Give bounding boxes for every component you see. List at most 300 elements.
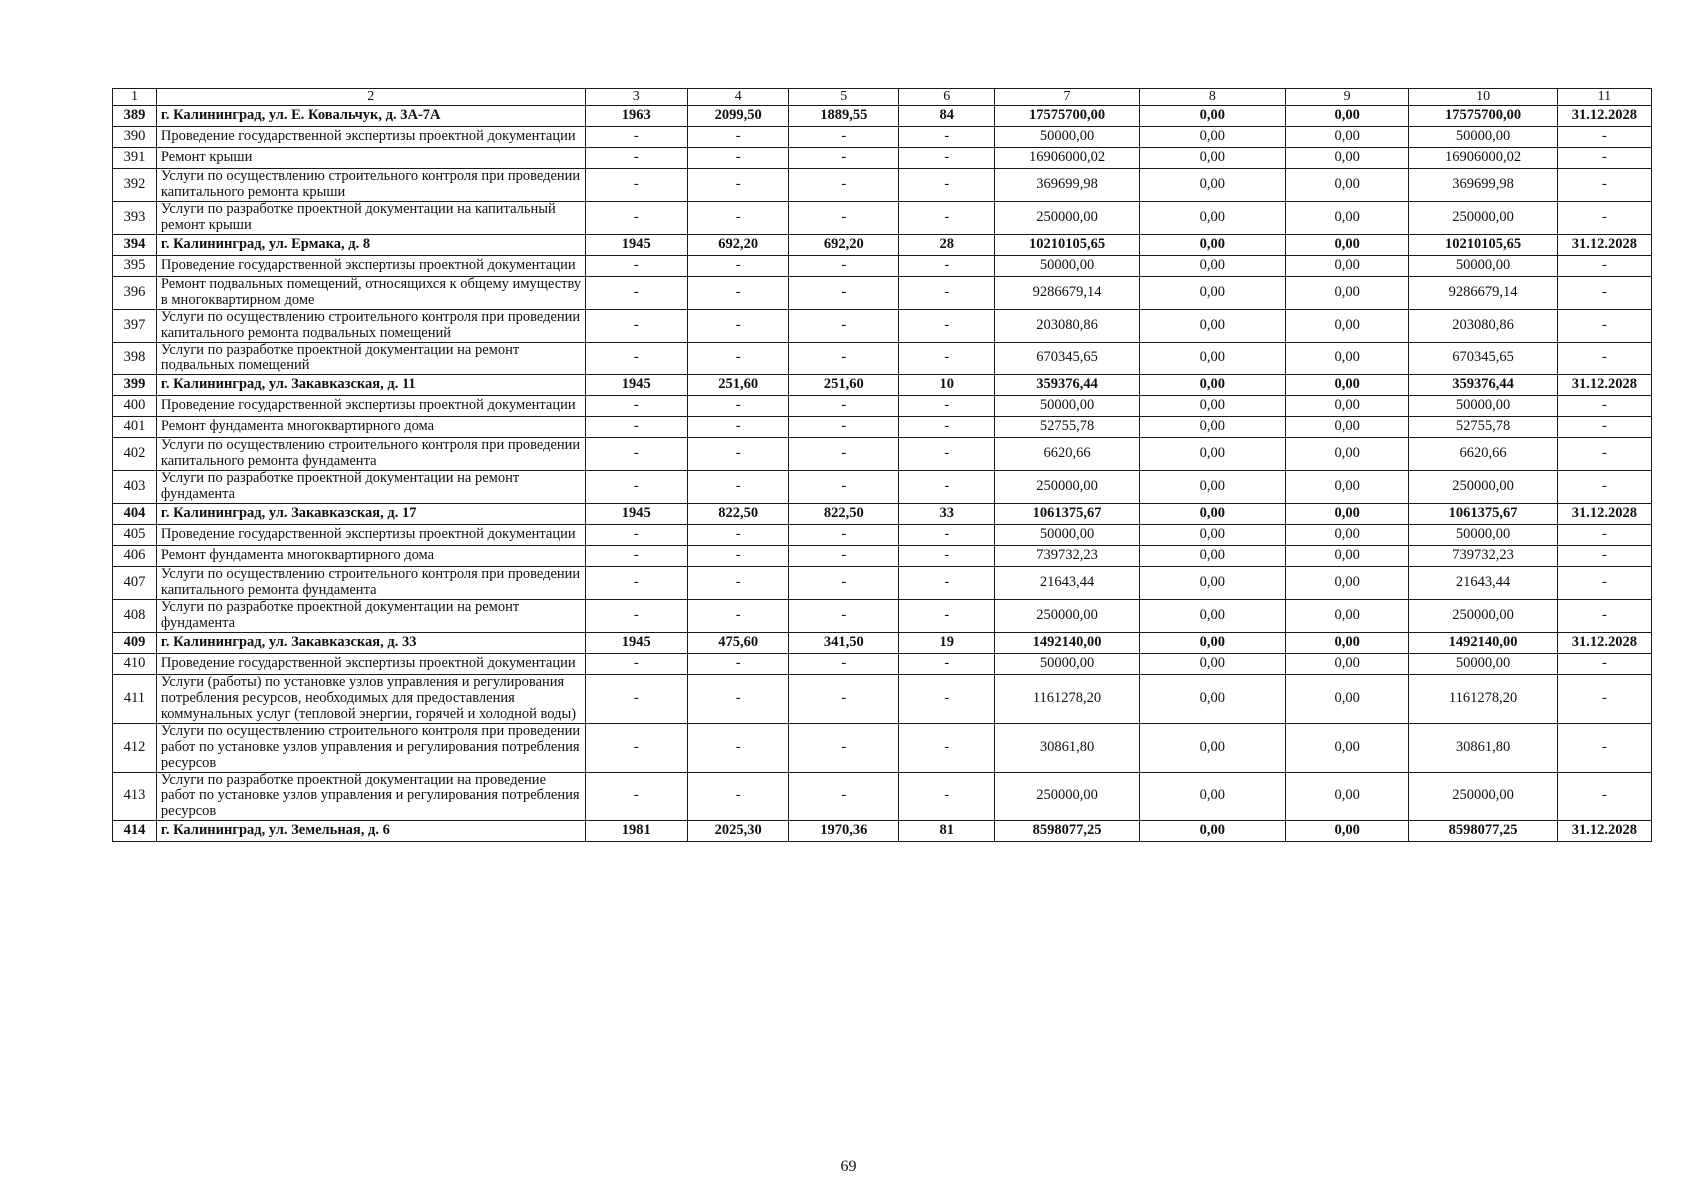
residents-count-cell: - (899, 525, 995, 546)
column-number-header: 2 (156, 89, 585, 106)
residents-count-cell: - (899, 600, 995, 633)
object-name-cell: Услуги по осуществлению строительного контроля при проведении работ по установке узлов управления и регулирования потребления ресурсов (156, 723, 585, 772)
fund-cost-cell: 0,00 (1139, 148, 1285, 169)
fund-cost-cell: 0,00 (1139, 546, 1285, 567)
completion-date-cell: - (1557, 309, 1651, 342)
building-address-row (113, 234, 1652, 255)
completion-date-cell: - (1557, 148, 1651, 169)
total-cost-cell: 50000,00 (995, 396, 1139, 417)
commission-year-cell: - (585, 255, 687, 276)
total-area-cell: - (688, 546, 789, 567)
residential-area-cell: - (789, 255, 899, 276)
owners-cost-cell: 9286679,14 (1409, 276, 1557, 309)
repair-work-row (113, 127, 1652, 148)
other-cost-cell: 0,00 (1286, 471, 1409, 504)
total-cost-cell: 250000,00 (995, 471, 1139, 504)
repair-work-row (113, 309, 1652, 342)
object-name-cell: Проведение государственной экспертизы проектной документации (156, 255, 585, 276)
completion-date-cell: - (1557, 567, 1651, 600)
object-name-cell: Проведение государственной экспертизы проектной документации (156, 525, 585, 546)
total-cost-cell: 30861,80 (995, 723, 1139, 772)
total-area-cell: - (688, 674, 789, 723)
repair-work-row (113, 255, 1652, 276)
repair-work-row (113, 342, 1652, 375)
column-number-header: 1 (113, 89, 157, 106)
row-number-cell: 404 (113, 504, 157, 525)
owners-cost-cell: 52755,78 (1409, 417, 1557, 438)
total-area-cell: - (688, 772, 789, 821)
fund-cost-cell: 0,00 (1139, 567, 1285, 600)
column-number-header-row (113, 89, 1652, 106)
object-name-cell: Ремонт подвальных помещений, относящихся к общему имуществу в многоквартирном доме (156, 276, 585, 309)
residents-count-cell: - (899, 653, 995, 674)
total-area-cell: - (688, 148, 789, 169)
fund-cost-cell: 0,00 (1139, 772, 1285, 821)
total-area-cell: - (688, 525, 789, 546)
total-cost-cell: 6620,66 (995, 438, 1139, 471)
building-address-row (113, 821, 1652, 842)
owners-cost-cell: 1492140,00 (1409, 632, 1557, 653)
fund-cost-cell: 0,00 (1139, 106, 1285, 127)
commission-year-cell: - (585, 201, 687, 234)
fund-cost-cell: 0,00 (1139, 674, 1285, 723)
total-area-cell: - (688, 653, 789, 674)
completion-date-cell: 31.12.2028 (1557, 234, 1651, 255)
owners-cost-cell: 250000,00 (1409, 471, 1557, 504)
total-cost-cell: 250000,00 (995, 201, 1139, 234)
total-cost-cell: 1492140,00 (995, 632, 1139, 653)
total-cost-cell: 1161278,20 (995, 674, 1139, 723)
residents-count-cell: - (899, 471, 995, 504)
total-cost-cell: 369699,98 (995, 169, 1139, 202)
completion-date-cell: - (1557, 525, 1651, 546)
residential-area-cell: - (789, 396, 899, 417)
object-name-cell: Проведение государственной экспертизы проектной документации (156, 396, 585, 417)
residential-area-cell: - (789, 276, 899, 309)
total-area-cell: - (688, 396, 789, 417)
row-number-cell: 393 (113, 201, 157, 234)
object-name-cell: Проведение государственной экспертизы проектной документации (156, 653, 585, 674)
owners-cost-cell: 250000,00 (1409, 201, 1557, 234)
object-name-cell: г. Калининград, ул. Ермака, д. 8 (156, 234, 585, 255)
owners-cost-cell: 10210105,65 (1409, 234, 1557, 255)
total-cost-cell: 250000,00 (995, 772, 1139, 821)
owners-cost-cell: 30861,80 (1409, 723, 1557, 772)
repair-work-row (113, 723, 1652, 772)
owners-cost-cell: 50000,00 (1409, 525, 1557, 546)
repair-work-row (113, 417, 1652, 438)
commission-year-cell: - (585, 772, 687, 821)
completion-date-cell: 31.12.2028 (1557, 375, 1651, 396)
object-name-cell: Проведение государственной экспертизы проектной документации (156, 127, 585, 148)
row-number-cell: 396 (113, 276, 157, 309)
fund-cost-cell: 0,00 (1139, 375, 1285, 396)
residential-area-cell: - (789, 438, 899, 471)
object-name-cell: г. Калининград, ул. Е. Ковальчук, д. 3А-7А (156, 106, 585, 127)
total-area-cell: - (688, 276, 789, 309)
owners-cost-cell: 1061375,67 (1409, 504, 1557, 525)
owners-cost-cell: 50000,00 (1409, 127, 1557, 148)
residential-area-cell: - (789, 127, 899, 148)
owners-cost-cell: 17575700,00 (1409, 106, 1557, 127)
owners-cost-cell: 739732,23 (1409, 546, 1557, 567)
total-area-cell: 692,20 (688, 234, 789, 255)
fund-cost-cell: 0,00 (1139, 309, 1285, 342)
residents-count-cell: 33 (899, 504, 995, 525)
column-number-header: 10 (1409, 89, 1557, 106)
completion-date-cell: 31.12.2028 (1557, 632, 1651, 653)
object-name-cell: Услуги по разработке проектной документации на ремонт фундамента (156, 471, 585, 504)
completion-date-cell: - (1557, 546, 1651, 567)
row-number-cell: 405 (113, 525, 157, 546)
repair-work-row (113, 567, 1652, 600)
completion-date-cell: 31.12.2028 (1557, 504, 1651, 525)
other-cost-cell: 0,00 (1286, 525, 1409, 546)
row-number-cell: 413 (113, 772, 157, 821)
other-cost-cell: 0,00 (1286, 106, 1409, 127)
residential-area-cell: - (789, 169, 899, 202)
completion-date-cell: - (1557, 255, 1651, 276)
object-name-cell: Ремонт фундамента многоквартирного дома (156, 546, 585, 567)
total-cost-cell: 670345,65 (995, 342, 1139, 375)
residents-count-cell: - (899, 674, 995, 723)
residential-area-cell: - (789, 600, 899, 633)
commission-year-cell: - (585, 471, 687, 504)
residents-count-cell: - (899, 342, 995, 375)
object-name-cell: Ремонт фундамента многоквартирного дома (156, 417, 585, 438)
residential-area-cell: - (789, 309, 899, 342)
total-area-cell: - (688, 309, 789, 342)
residential-area-cell: - (789, 723, 899, 772)
commission-year-cell: - (585, 127, 687, 148)
commission-year-cell: 1981 (585, 821, 687, 842)
row-number-cell: 410 (113, 653, 157, 674)
residents-count-cell: - (899, 772, 995, 821)
fund-cost-cell: 0,00 (1139, 632, 1285, 653)
total-cost-cell: 16906000,02 (995, 148, 1139, 169)
other-cost-cell: 0,00 (1286, 148, 1409, 169)
object-name-cell: Услуги по разработке проектной документации на ремонт подвальных помещений (156, 342, 585, 375)
residential-area-cell: - (789, 653, 899, 674)
completion-date-cell: - (1557, 723, 1651, 772)
column-number-header: 9 (1286, 89, 1409, 106)
other-cost-cell: 0,00 (1286, 438, 1409, 471)
fund-cost-cell: 0,00 (1139, 342, 1285, 375)
residential-area-cell: - (789, 417, 899, 438)
row-number-cell: 391 (113, 148, 157, 169)
fund-cost-cell: 0,00 (1139, 127, 1285, 148)
commission-year-cell: - (585, 148, 687, 169)
residential-area-cell: - (789, 201, 899, 234)
completion-date-cell: 31.12.2028 (1557, 106, 1651, 127)
page-number: 69 (840, 1158, 857, 1175)
residential-area-cell: - (789, 546, 899, 567)
total-area-cell: - (688, 201, 789, 234)
fund-cost-cell: 0,00 (1139, 525, 1285, 546)
other-cost-cell: 0,00 (1286, 723, 1409, 772)
column-number-header: 8 (1139, 89, 1285, 106)
residents-count-cell: - (899, 276, 995, 309)
completion-date-cell: - (1557, 772, 1651, 821)
repair-work-row (113, 148, 1652, 169)
building-address-row (113, 504, 1652, 525)
residents-count-cell: - (899, 417, 995, 438)
other-cost-cell: 0,00 (1286, 600, 1409, 633)
commission-year-cell: - (585, 653, 687, 674)
other-cost-cell: 0,00 (1286, 546, 1409, 567)
row-number-cell: 389 (113, 106, 157, 127)
repair-work-row (113, 525, 1652, 546)
total-cost-cell: 1061375,67 (995, 504, 1139, 525)
owners-cost-cell: 369699,98 (1409, 169, 1557, 202)
other-cost-cell: 0,00 (1286, 821, 1409, 842)
building-address-row (113, 632, 1652, 653)
completion-date-cell: - (1557, 653, 1651, 674)
completion-date-cell: - (1557, 674, 1651, 723)
repair-work-row (113, 653, 1652, 674)
residents-count-cell: - (899, 127, 995, 148)
other-cost-cell: 0,00 (1286, 342, 1409, 375)
other-cost-cell: 0,00 (1286, 127, 1409, 148)
fund-cost-cell: 0,00 (1139, 276, 1285, 309)
repair-work-row (113, 674, 1652, 723)
repair-work-row (113, 276, 1652, 309)
residents-count-cell: - (899, 309, 995, 342)
owners-cost-cell: 250000,00 (1409, 600, 1557, 633)
other-cost-cell: 0,00 (1286, 396, 1409, 417)
row-number-cell: 395 (113, 255, 157, 276)
residential-area-cell: - (789, 342, 899, 375)
repair-work-row (113, 471, 1652, 504)
residents-count-cell: - (899, 438, 995, 471)
row-number-cell: 397 (113, 309, 157, 342)
row-number-cell: 411 (113, 674, 157, 723)
total-area-cell: - (688, 255, 789, 276)
other-cost-cell: 0,00 (1286, 375, 1409, 396)
fund-cost-cell: 0,00 (1139, 255, 1285, 276)
residential-area-cell: 822,50 (789, 504, 899, 525)
object-name-cell: г. Калининград, ул. Закавказская, д. 33 (156, 632, 585, 653)
row-number-cell: 402 (113, 438, 157, 471)
other-cost-cell: 0,00 (1286, 653, 1409, 674)
total-area-cell: - (688, 127, 789, 148)
other-cost-cell: 0,00 (1286, 309, 1409, 342)
residential-area-cell: - (789, 567, 899, 600)
total-area-cell: 251,60 (688, 375, 789, 396)
owners-cost-cell: 50000,00 (1409, 653, 1557, 674)
residential-area-cell: - (789, 148, 899, 169)
total-area-cell: - (688, 567, 789, 600)
fund-cost-cell: 0,00 (1139, 438, 1285, 471)
total-cost-cell: 50000,00 (995, 255, 1139, 276)
commission-year-cell: 1945 (585, 375, 687, 396)
other-cost-cell: 0,00 (1286, 674, 1409, 723)
other-cost-cell: 0,00 (1286, 504, 1409, 525)
residential-area-cell: 692,20 (789, 234, 899, 255)
object-name-cell: Услуги по осуществлению строительного контроля при проведении капитального ремонта фундамента (156, 567, 585, 600)
total-cost-cell: 250000,00 (995, 600, 1139, 633)
total-cost-cell: 8598077,25 (995, 821, 1139, 842)
commission-year-cell: - (585, 169, 687, 202)
row-number-cell: 394 (113, 234, 157, 255)
commission-year-cell: - (585, 723, 687, 772)
commission-year-cell: - (585, 674, 687, 723)
repair-work-row (113, 438, 1652, 471)
completion-date-cell: 31.12.2028 (1557, 821, 1651, 842)
building-address-row (113, 106, 1652, 127)
object-name-cell: г. Калининград, ул. Земельная, д. 6 (156, 821, 585, 842)
total-cost-cell: 21643,44 (995, 567, 1139, 600)
completion-date-cell: - (1557, 127, 1651, 148)
row-number-cell: 401 (113, 417, 157, 438)
total-cost-cell: 50000,00 (995, 525, 1139, 546)
commission-year-cell: - (585, 396, 687, 417)
total-cost-cell: 359376,44 (995, 375, 1139, 396)
other-cost-cell: 0,00 (1286, 632, 1409, 653)
residents-count-cell: - (899, 201, 995, 234)
total-area-cell: - (688, 169, 789, 202)
fund-cost-cell: 0,00 (1139, 234, 1285, 255)
object-name-cell: Услуги по осуществлению строительного контроля при проведении капитального ремонта крыши (156, 169, 585, 202)
column-number-header: 6 (899, 89, 995, 106)
commission-year-cell: - (585, 525, 687, 546)
column-number-header: 7 (995, 89, 1139, 106)
total-cost-cell: 10210105,65 (995, 234, 1139, 255)
commission-year-cell: 1963 (585, 106, 687, 127)
residents-count-cell: - (899, 169, 995, 202)
repair-work-row (113, 396, 1652, 417)
object-name-cell: Услуги по осуществлению строительного контроля при проведении капитального ремонта фундамента (156, 438, 585, 471)
repair-work-row (113, 169, 1652, 202)
residential-area-cell: - (789, 525, 899, 546)
row-number-cell: 412 (113, 723, 157, 772)
commission-year-cell: - (585, 438, 687, 471)
residential-area-cell: 1889,55 (789, 106, 899, 127)
completion-date-cell: - (1557, 471, 1651, 504)
repair-work-row (113, 772, 1652, 821)
completion-date-cell: - (1557, 396, 1651, 417)
total-area-cell: - (688, 438, 789, 471)
column-number-header: 11 (1557, 89, 1651, 106)
owners-cost-cell: 8598077,25 (1409, 821, 1557, 842)
column-number-header: 3 (585, 89, 687, 106)
total-cost-cell: 50000,00 (995, 127, 1139, 148)
other-cost-cell: 0,00 (1286, 276, 1409, 309)
fund-cost-cell: 0,00 (1139, 417, 1285, 438)
completion-date-cell: - (1557, 276, 1651, 309)
completion-date-cell: - (1557, 201, 1651, 234)
row-number-cell: 399 (113, 375, 157, 396)
total-area-cell: - (688, 723, 789, 772)
residential-area-cell: 251,60 (789, 375, 899, 396)
total-area-cell: - (688, 471, 789, 504)
table-body (113, 89, 1652, 842)
other-cost-cell: 0,00 (1286, 567, 1409, 600)
row-number-cell: 407 (113, 567, 157, 600)
row-number-cell: 406 (113, 546, 157, 567)
other-cost-cell: 0,00 (1286, 234, 1409, 255)
total-cost-cell: 52755,78 (995, 417, 1139, 438)
row-number-cell: 392 (113, 169, 157, 202)
commission-year-cell: - (585, 276, 687, 309)
row-number-cell: 390 (113, 127, 157, 148)
residents-count-cell: 10 (899, 375, 995, 396)
residential-area-cell: - (789, 674, 899, 723)
total-area-cell: 475,60 (688, 632, 789, 653)
owners-cost-cell: 359376,44 (1409, 375, 1557, 396)
building-address-row (113, 375, 1652, 396)
residents-count-cell: - (899, 567, 995, 600)
object-name-cell: Ремонт крыши (156, 148, 585, 169)
commission-year-cell: - (585, 546, 687, 567)
row-number-cell: 414 (113, 821, 157, 842)
object-name-cell: г. Калининград, ул. Закавказская, д. 17 (156, 504, 585, 525)
completion-date-cell: - (1557, 600, 1651, 633)
commission-year-cell: - (585, 567, 687, 600)
commission-year-cell: - (585, 417, 687, 438)
owners-cost-cell: 250000,00 (1409, 772, 1557, 821)
column-number-header: 4 (688, 89, 789, 106)
total-area-cell: - (688, 342, 789, 375)
commission-year-cell: 1945 (585, 632, 687, 653)
residents-count-cell: 84 (899, 106, 995, 127)
fund-cost-cell: 0,00 (1139, 821, 1285, 842)
residential-area-cell: 1970,36 (789, 821, 899, 842)
object-name-cell: Услуги по разработке проектной документации на капитальный ремонт крыши (156, 201, 585, 234)
commission-year-cell: 1945 (585, 234, 687, 255)
fund-cost-cell: 0,00 (1139, 201, 1285, 234)
fund-cost-cell: 0,00 (1139, 169, 1285, 202)
row-number-cell: 403 (113, 471, 157, 504)
owners-cost-cell: 1161278,20 (1409, 674, 1557, 723)
object-name-cell: Услуги (работы) по установке узлов управления и регулирования потребления ресурсов, необходимых для предоставления коммунальных услуг (тепловой энергии, горячей и холодной воды) (156, 674, 585, 723)
owners-cost-cell: 50000,00 (1409, 255, 1557, 276)
row-number-cell: 398 (113, 342, 157, 375)
commission-year-cell: - (585, 309, 687, 342)
fund-cost-cell: 0,00 (1139, 600, 1285, 633)
owners-cost-cell: 670345,65 (1409, 342, 1557, 375)
fund-cost-cell: 0,00 (1139, 471, 1285, 504)
fund-cost-cell: 0,00 (1139, 396, 1285, 417)
completion-date-cell: - (1557, 438, 1651, 471)
residents-count-cell: 81 (899, 821, 995, 842)
repair-work-row (113, 201, 1652, 234)
row-number-cell: 408 (113, 600, 157, 633)
row-number-cell: 400 (113, 396, 157, 417)
fund-cost-cell: 0,00 (1139, 723, 1285, 772)
owners-cost-cell: 6620,66 (1409, 438, 1557, 471)
total-area-cell: - (688, 600, 789, 633)
repair-work-row (113, 546, 1652, 567)
completion-date-cell: - (1557, 342, 1651, 375)
owners-cost-cell: 16906000,02 (1409, 148, 1557, 169)
owners-cost-cell: 50000,00 (1409, 396, 1557, 417)
object-name-cell: г. Калининград, ул. Закавказская, д. 11 (156, 375, 585, 396)
total-cost-cell: 203080,86 (995, 309, 1139, 342)
column-number-header: 5 (789, 89, 899, 106)
object-name-cell: Услуги по разработке проектной документации на ремонт фундамента (156, 600, 585, 633)
other-cost-cell: 0,00 (1286, 772, 1409, 821)
total-area-cell: 822,50 (688, 504, 789, 525)
total-cost-cell: 50000,00 (995, 653, 1139, 674)
other-cost-cell: 0,00 (1286, 417, 1409, 438)
residents-count-cell: - (899, 723, 995, 772)
total-area-cell: 2099,50 (688, 106, 789, 127)
capital-repair-table (112, 88, 1652, 842)
total-cost-cell: 17575700,00 (995, 106, 1139, 127)
residents-count-cell: - (899, 546, 995, 567)
residents-count-cell: 28 (899, 234, 995, 255)
